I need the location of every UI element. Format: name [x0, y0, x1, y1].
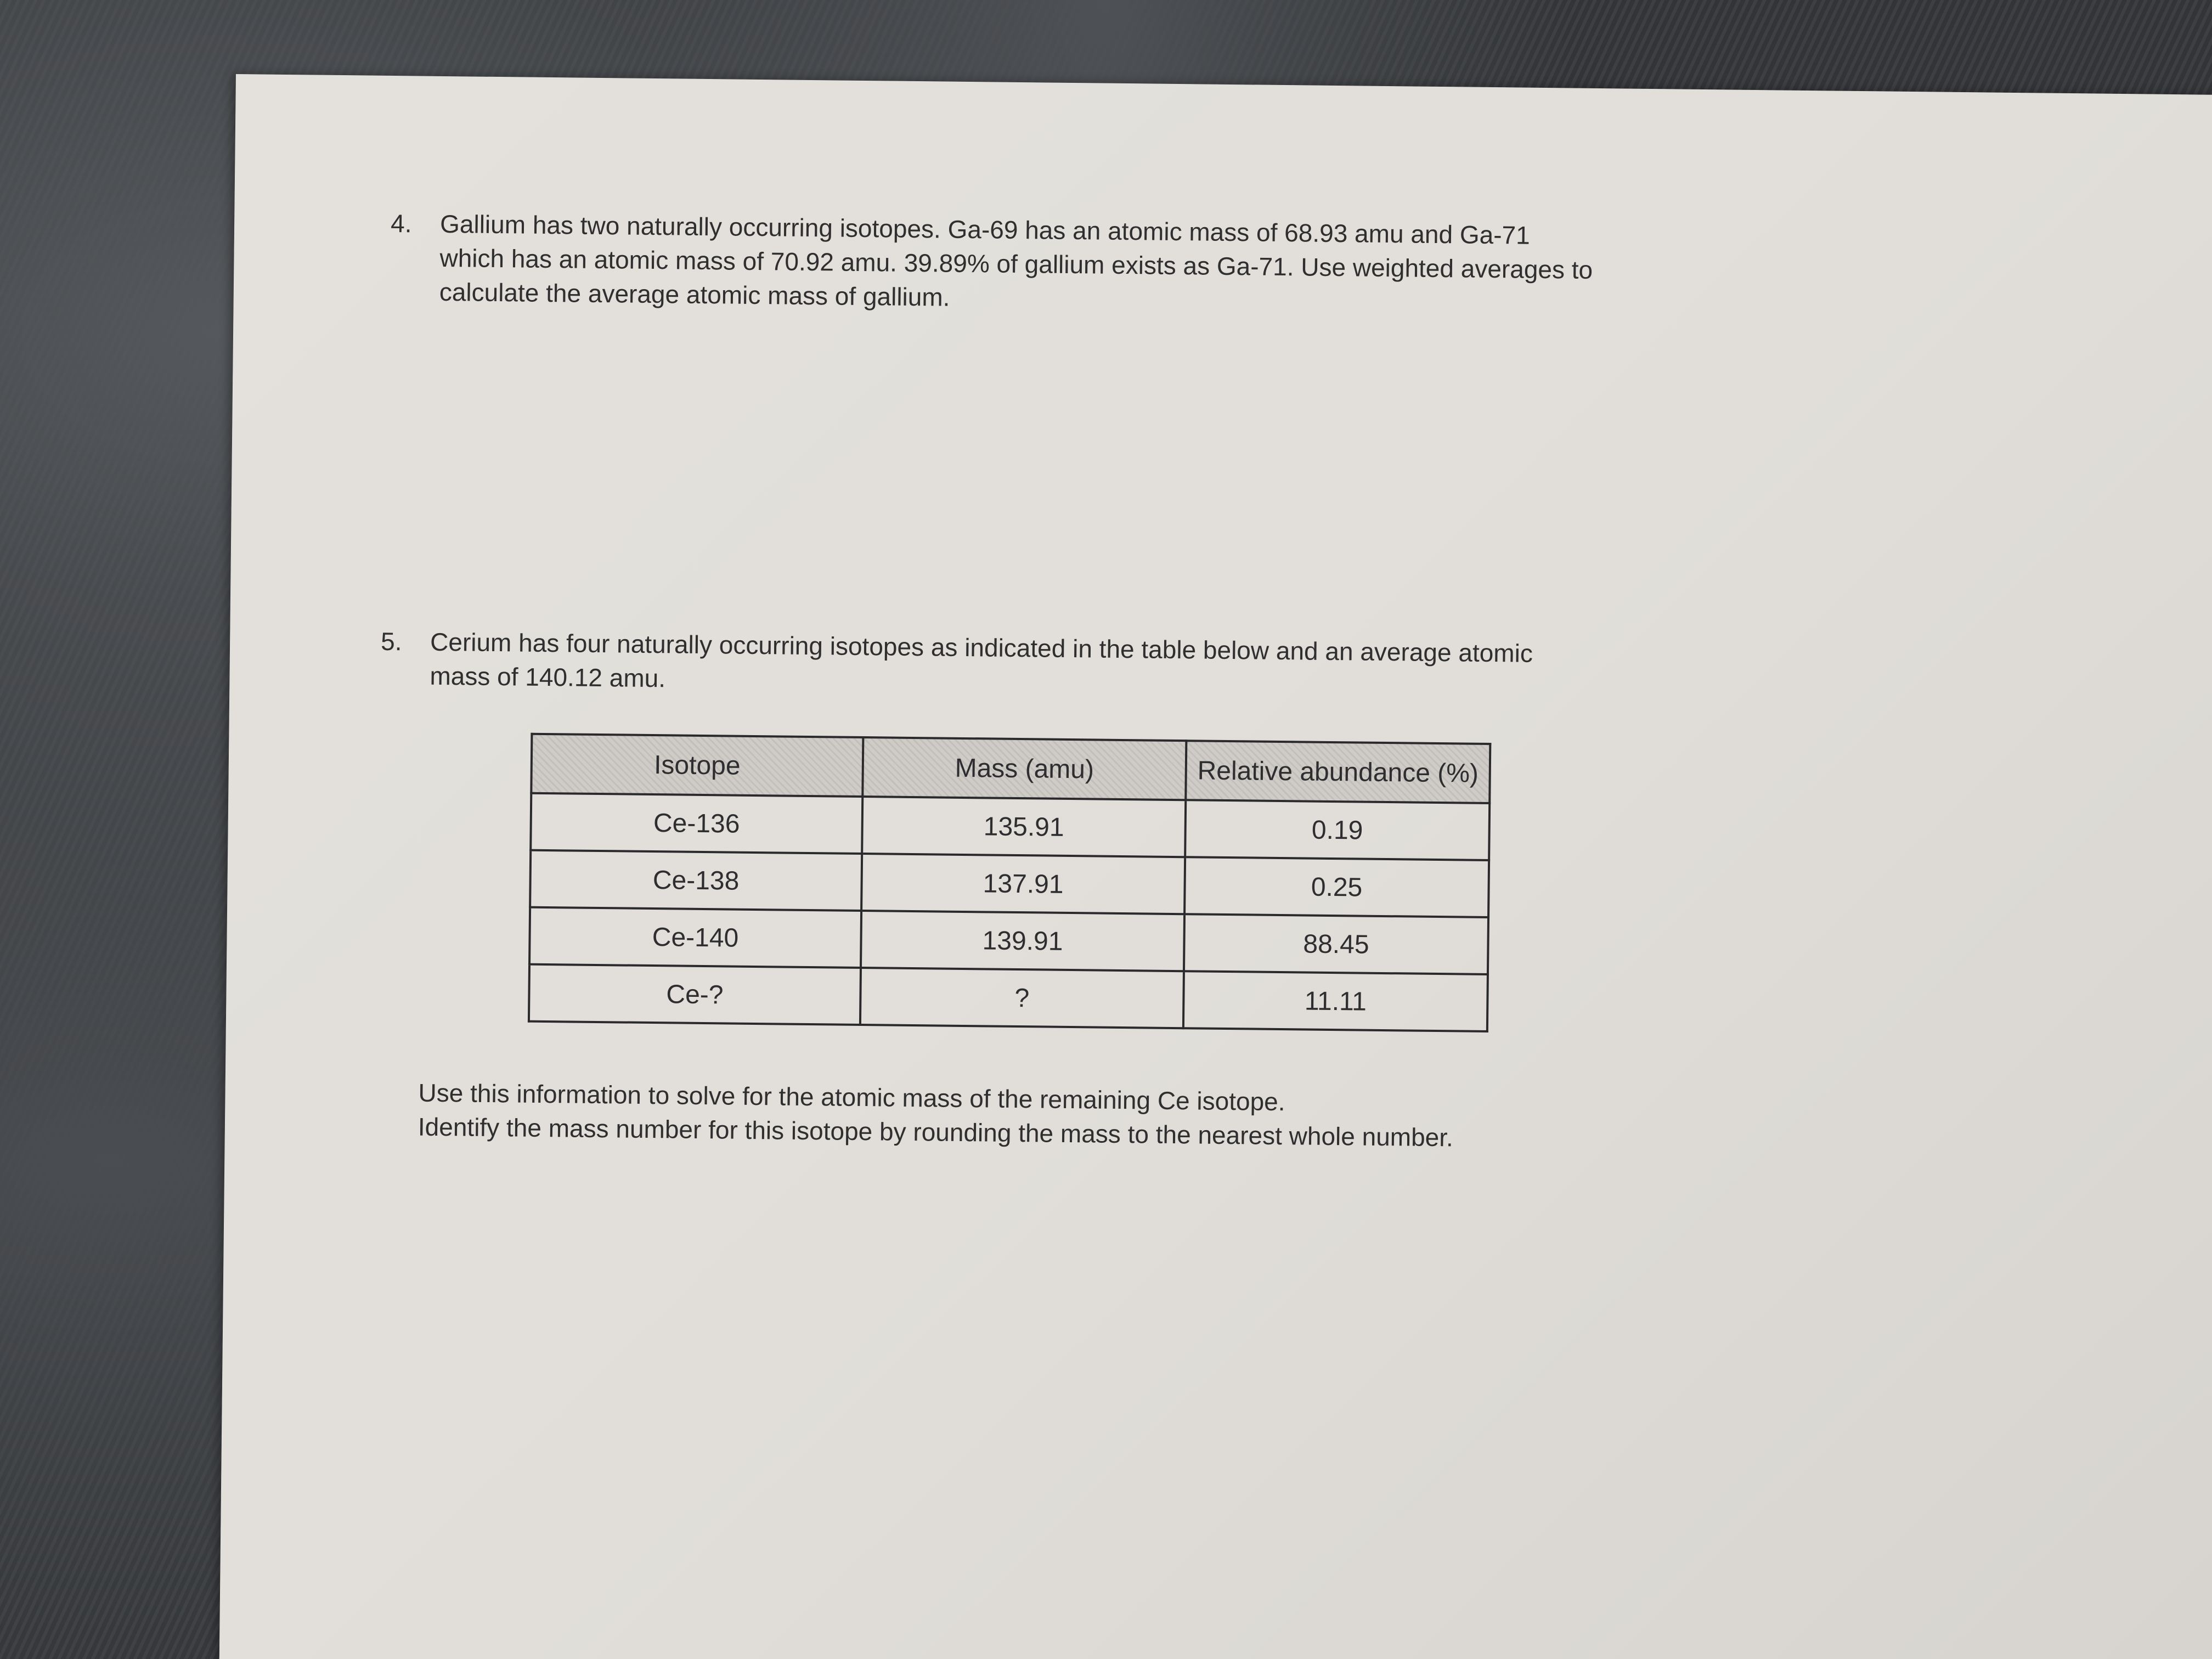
- cell-abundance: 88.45: [1184, 914, 1488, 974]
- question-4-line: which has an atomic mass of 70.92 amu. 39.89% of gallium exists as Ga-71. Use weighted averages to: [439, 243, 1593, 284]
- follow-up-line: Identify the mass number for this isotope by rounding the mass to the nearest whole number.: [417, 1112, 1454, 1152]
- table-header-row: [531, 734, 1490, 803]
- question-5-line: Cerium has four naturally occurring isotopes as indicated in the table below and an average atomic: [430, 627, 1533, 668]
- cell-mass: 139.91: [861, 911, 1184, 971]
- worksheet-page: [219, 74, 2212, 1659]
- question-4-text: [439, 207, 1594, 321]
- table-row: [529, 907, 1488, 974]
- question-5-follow-up: [418, 1076, 1735, 1158]
- question-4-number: 4.: [390, 208, 412, 238]
- cell-mass: 135.91: [862, 797, 1186, 857]
- table-row: [530, 850, 1489, 917]
- table-row: [531, 793, 1489, 860]
- follow-up-line: Use this information to solve for the atomic mass of the remaining Ce isotope.: [418, 1078, 1285, 1116]
- question-4-line: Gallium has two naturally occurring isotopes. Ga-69 has an atomic mass of 68.93 amu and Ga-71: [439, 209, 1530, 250]
- question-5: [380, 624, 1753, 693]
- question-4-line: calculate the average atomic mass of gallium.: [439, 277, 950, 312]
- header-isotope: Isotope: [531, 734, 863, 797]
- cell-mass: 137.91: [861, 854, 1185, 914]
- cell-abundance: 0.25: [1184, 857, 1489, 917]
- cell-abundance: 0.19: [1185, 800, 1489, 860]
- question-5-text: [430, 625, 1533, 704]
- cell-isotope: Ce-138: [530, 850, 862, 911]
- header-mass: Mass (amu): [862, 737, 1186, 800]
- cell-isotope: Ce-140: [529, 907, 861, 968]
- cell-abundance: 11.11: [1183, 971, 1488, 1031]
- isotope-table: [528, 733, 1491, 1032]
- question-5-number: 5.: [380, 627, 402, 656]
- header-relative-abundance: Relative abundance (%): [1186, 741, 1490, 803]
- cell-isotope: Ce-136: [531, 793, 862, 854]
- table-row: [529, 964, 1488, 1031]
- cell-mass: ?: [860, 968, 1184, 1028]
- question-5-line: mass of 140.12 amu.: [430, 661, 666, 693]
- cell-isotope: Ce-?: [529, 964, 861, 1025]
- question-4: [390, 206, 1762, 312]
